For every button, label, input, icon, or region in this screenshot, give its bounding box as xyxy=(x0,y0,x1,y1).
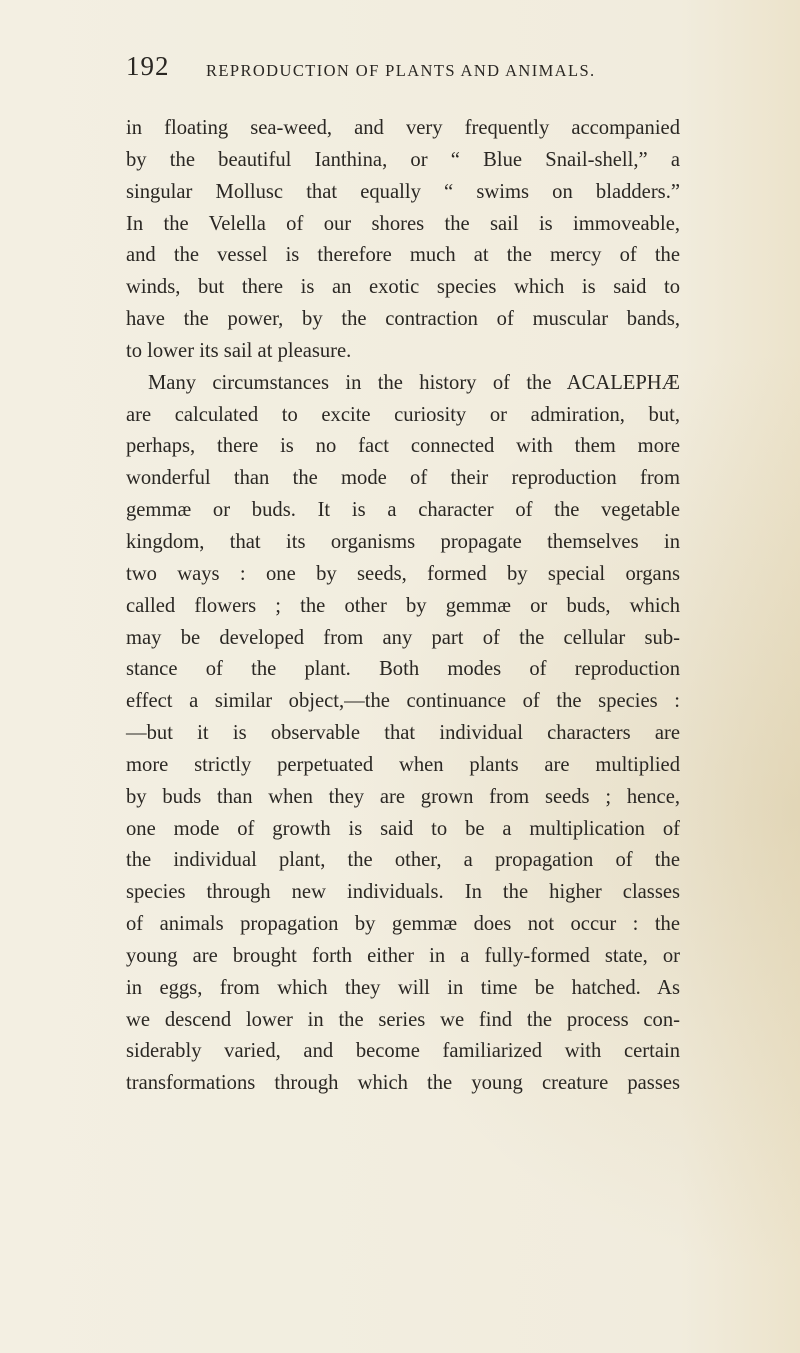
text-line: perhaps, there is no fact connected with them more xyxy=(126,435,680,458)
text-line: winds, but there is an exotic species which is said to xyxy=(126,276,680,299)
text-line: we descend lower in the series we find the process con- xyxy=(126,1008,680,1031)
text-line: are calculated to excite curiosity or admiration, but, xyxy=(126,403,680,426)
text-line: kingdom, that its organisms propagate themselves in xyxy=(126,530,680,553)
text-line: singular Mollusc that equally “ swims on bladders.” xyxy=(126,180,680,203)
body-text xyxy=(126,113,680,1100)
text-line: young are brought forth either in a fully-formed state, or xyxy=(126,944,680,967)
running-head xyxy=(126,52,686,82)
text-line: by the beautiful Ianthina, or “ Blue Snail-shell,” a xyxy=(126,148,680,171)
text-line: in eggs, from which they will in time be hatched. As xyxy=(126,976,680,999)
text-line: —but it is observable that individual characters are xyxy=(126,722,680,745)
text-line: transformations through which the young creature passes xyxy=(126,1072,680,1095)
text-line: two ways : one by seeds, formed by special organs xyxy=(126,562,680,585)
text-line: by buds than when they are grown from seeds ; hence, xyxy=(126,785,680,808)
text-line: stance of the plant. Both modes of reproduction xyxy=(126,658,680,681)
text-line: the individual plant, the other, a propagation of the xyxy=(126,849,680,872)
text-line: In the Velella of our shores the sail is immoveable, xyxy=(126,212,680,235)
text-line: gemmæ or buds. It is a character of the vegetable xyxy=(126,499,680,522)
text-line: Many circumstances in the history of the ACALEPHÆ xyxy=(148,371,680,394)
text-line: and the vessel is therefore much at the mercy of the xyxy=(126,244,680,267)
page-number: 192 xyxy=(126,51,170,81)
text-line: to lower its sail at pleasure. xyxy=(126,339,352,362)
text-line: called flowers ; the other by gemmæ or buds, which xyxy=(126,594,680,617)
text-line: siderably varied, and become familiarized with certain xyxy=(126,1040,680,1063)
text-line: effect a similar object,—the continuance of the species : xyxy=(126,690,680,713)
running-title: REPRODUCTION OF PLANTS AND ANIMALS. xyxy=(206,61,596,80)
text-line: more strictly perpetuated when plants are multiplied xyxy=(126,753,680,776)
text-line: one mode of growth is said to be a multiplication of xyxy=(126,817,680,840)
text-line: may be developed from any part of the cellular sub- xyxy=(126,626,680,649)
text-line: of animals propagation by gemmæ does not occur : the xyxy=(126,913,680,936)
text-line: species through new individuals. In the higher classes xyxy=(126,881,680,904)
text-line: wonderful than the mode of their reproduction from xyxy=(126,467,680,490)
text-line: in floating sea-weed, and very frequently accompanied xyxy=(126,117,680,139)
text-line: have the power, by the contraction of muscular bands, xyxy=(126,308,680,331)
